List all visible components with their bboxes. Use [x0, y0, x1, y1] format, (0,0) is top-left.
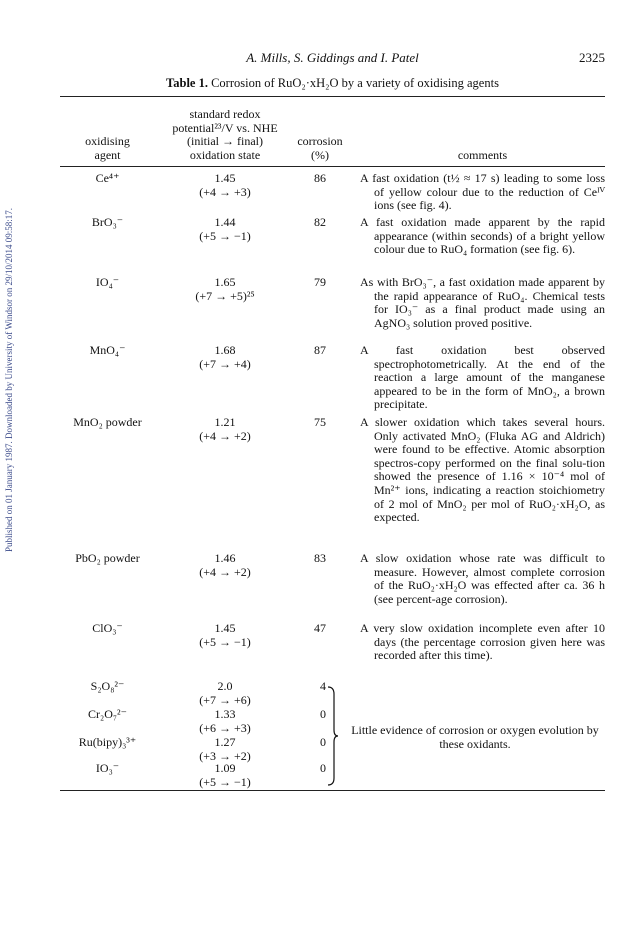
column-header-agent [60, 135, 155, 162]
corrosion-cell: 86 [314, 171, 326, 185]
comment-cell: As with BrO₃⁻, a fast oxidation made apparent by the rapid appearance of RuO₄. Chemical tests for IO₃⁻ as a final product made using an AgNO₃ solution proved positive. [360, 275, 605, 330]
agent-cell: ClO₃⁻ [92, 621, 123, 635]
grouping-brace [327, 686, 339, 786]
agent-cell: MnO₂ powder [73, 415, 142, 429]
column-header-potential-line: oxidation state [189, 147, 261, 162]
agent-cell: BrO₃⁻ [91, 215, 124, 229]
potential-value: 1.33 [214, 707, 236, 721]
potential-value: 1.09 [214, 761, 236, 775]
oxidation-states: (+7 → +6) [199, 692, 251, 707]
column-header-potential-line: standard redox [189, 107, 261, 121]
running-header [60, 50, 605, 66]
oxidation-states: (+7 → +5)²⁵ [195, 288, 255, 303]
corrosion-cell: 87 [314, 343, 326, 357]
potential-cell [160, 680, 290, 707]
oxidation-states: (+5 → −1) [199, 228, 251, 243]
potential-cell [160, 708, 290, 735]
corrosion-cell: 82 [314, 215, 326, 229]
column-header-potential-line: (initial → final) [187, 134, 263, 148]
oxidation-states: (+5 → −1) [199, 634, 251, 649]
potential-value: 1.27 [214, 735, 236, 749]
oxidation-states: (+6 → +3) [199, 720, 251, 735]
potential-value: 1.68 [214, 343, 236, 357]
agent-cell: IO₃⁻ [95, 761, 120, 775]
agent-cell: PbO₂ powder [75, 551, 140, 565]
potential-value: 1.44 [214, 215, 236, 229]
comment-cell: A fast oxidation (t½ ≈ 17 s) leading to some loss of yellow colour due to the reduction of Ceᴵⱽ ions (see fig. 4). [360, 171, 605, 213]
oxidation-states: (+4 → +2) [199, 428, 251, 443]
column-header-corrosion [285, 135, 355, 162]
column-header-agent-line: oxidising [85, 134, 130, 148]
agent-cell: S₂O₈²⁻ [90, 679, 125, 693]
oxidation-states: (+7 → +4) [199, 356, 251, 371]
download-notice [3, 150, 15, 610]
potential-value: 1.65 [214, 275, 236, 289]
potential-cell [160, 276, 290, 303]
agent-cell: IO₄⁻ [95, 275, 120, 289]
corrosion-cell: 83 [314, 551, 326, 565]
comment-cell: A slower oxidation which takes several hours. Only activated MnO₂ (Fluka AG and Aldrich) were found to be effective. Atomic absorption spectros-copy performed on the final solu-tion showed the presence of 1.16 × 10⁻⁴ mol of Mn²⁺ ions, indicating a reaction stoichiometry of 2 mol of MnO₂ per mol of RuO₂·xH₂O, as expected. [360, 415, 605, 525]
potential-value: 1.21 [214, 415, 236, 429]
comment-cell: A fast oxidation best observed spectrophotometrically. At the end of the reaction a large amount of the manganese appeared to be in the form of MnO₂, a brown precipitate. [360, 343, 605, 412]
potential-cell [160, 344, 290, 371]
table-bottom-rule [60, 790, 605, 791]
table-caption-text: Corrosion of RuO₂·xH₂O by a variety of oxidising agents [211, 76, 499, 90]
column-header-corrosion-line: (%) [311, 147, 329, 162]
column-header-potential-line: potential²³/V vs. NHE [172, 120, 278, 135]
table-top-rule [60, 96, 605, 97]
corrosion-cell: 0 [320, 707, 326, 721]
corrosion-cell: 4 [320, 679, 326, 693]
potential-cell [160, 216, 290, 243]
potential-cell [160, 736, 290, 763]
column-header-potential [160, 108, 290, 162]
comment-cell: A slow oxidation whose rate was difficult to measure. However, almost complete corrosion of the RuO₂·xH₂O was effected after ca. 36 h (see percent-age corrosion). [360, 551, 605, 606]
corrosion-cell: 0 [320, 735, 326, 749]
potential-cell [160, 172, 290, 199]
column-header-comments-line: comments [457, 147, 508, 162]
potential-cell [160, 552, 290, 579]
table-header [60, 100, 605, 164]
agent-cell: Ce⁴⁺ [95, 171, 120, 185]
corrosion-cell: 79 [314, 275, 326, 289]
agent-cell: MnO₄⁻ [89, 343, 126, 357]
potential-value: 1.46 [214, 551, 236, 565]
table-caption [60, 76, 605, 91]
potential-value: 1.45 [214, 171, 236, 185]
oxidation-states: (+4 → +2) [199, 564, 251, 579]
oxidation-states: (+5 → −1) [199, 774, 251, 789]
column-header-corrosion-line: corrosion [297, 134, 343, 148]
page-number: 2325 [579, 50, 605, 65]
oxidation-states: (+4 → +3) [199, 184, 251, 199]
potential-cell [160, 416, 290, 443]
table-header-rule [60, 166, 605, 167]
download-notice-text: Published on 01 January 1987. Downloaded by University of Windsor on 29/10/2014 09:58:17. [4, 208, 14, 552]
corrosion-cell: 0 [320, 761, 326, 775]
corrosion-cell: 47 [314, 621, 326, 635]
corrosion-cell: 75 [314, 415, 326, 429]
grouped-comment: Little evidence of corrosion or oxygen evolution by these oxidants. [351, 723, 599, 751]
oxidation-states: (+3 → +2) [199, 748, 251, 763]
running-header-authors: A. Mills, S. Giddings and I. Patel [246, 50, 419, 65]
potential-cell [160, 762, 290, 789]
potential-value: 2.0 [217, 679, 233, 693]
comment-cell: A fast oxidation made apparent by the rapid appearance (within seconds) of a bright yellow colour due to RuO₄ formation (see fig. 6). [360, 215, 605, 257]
agent-cell: Ru(bipy)₃³⁺ [78, 735, 137, 749]
table-caption-label: Table 1. [166, 76, 208, 90]
potential-value: 1.45 [214, 621, 236, 635]
column-header-comments [360, 149, 605, 163]
comment-cell: A very slow oxidation incomplete even after 10 days (the percentage corrosion given here was recorded after this time). [360, 621, 605, 663]
agent-cell: Cr₂O₇²⁻ [88, 707, 127, 721]
column-header-agent-line: agent [94, 147, 121, 162]
potential-cell [160, 622, 290, 649]
